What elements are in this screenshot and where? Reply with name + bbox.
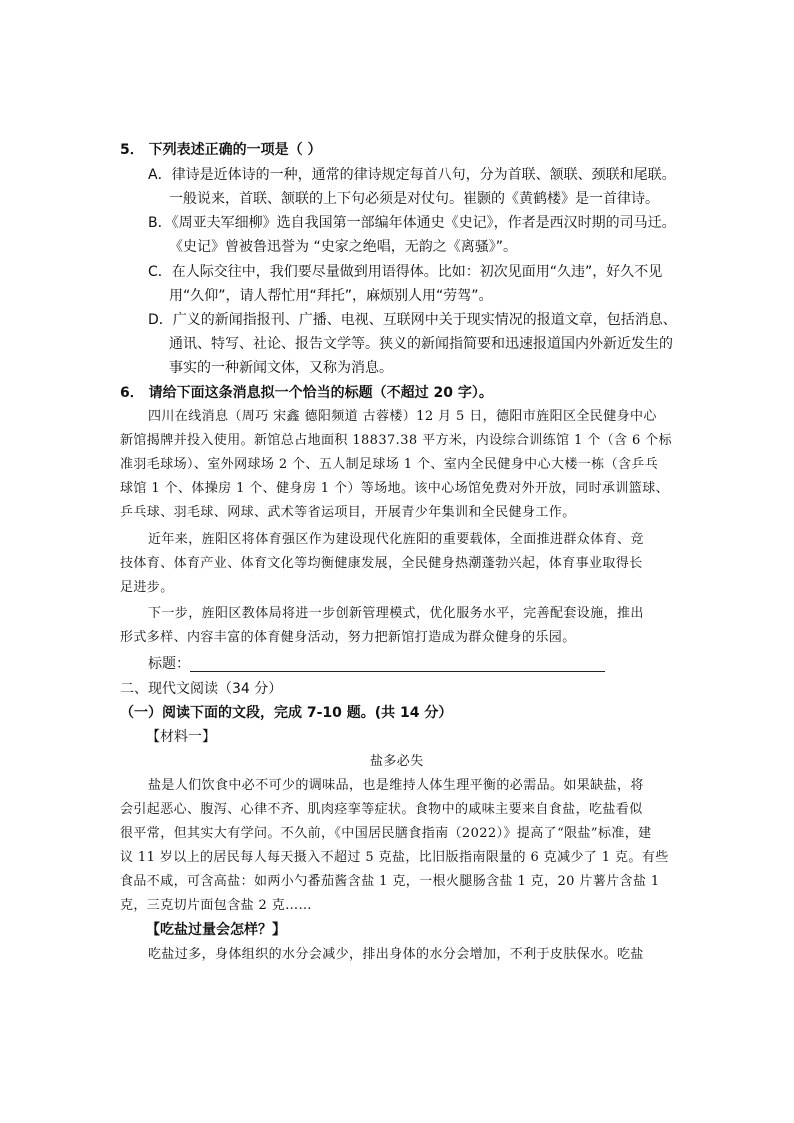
news-paragraph-3-line-2: 形式多样、内容丰富的体育健身活动，努力把新馆打造成为群众健身的乐园。 — [120, 630, 576, 645]
article-line-6: 克，三克切片面包含盐 2 克…… — [120, 898, 312, 913]
article-line-7: 吃盐过多，身体组织的水分会减少，排出身体的水分会增加，不利于皮肤保水。吃盐 — [148, 947, 644, 962]
option-a-line-2: 一般说来，首联、颔联的上下句必须是对仗句。崔颢的《黄鹤楼》是一首律诗。 — [169, 191, 659, 207]
news-paragraph-3-line-1: 下一步，旌阳区教体局将进一步创新管理模式，优化服务水平，完善配套设施，推出 — [148, 606, 644, 621]
article-line-3: 很平常，但其实大有学问。不久前，《中国居民膳食指南（2022）》提高了“限盐”标准，建 — [120, 826, 652, 841]
section-2-heading: 二、现代文阅读（34 分） — [120, 681, 283, 697]
article-subheading: 【吃盐过量会怎样？】 — [146, 922, 286, 938]
material-label: 【材料一】 — [146, 729, 216, 745]
news-paragraph-2-line-2: 技体育、体育产业、体育文化等均衡健康发展，全民健身热潮蓬勃兴起，体育事业取得长 — [120, 556, 643, 571]
news-paragraph-2-line-3: 足进步。 — [120, 580, 174, 595]
article-title: 盐多必失 — [370, 754, 424, 769]
article-line-1: 盐是人们饮食中必不可少的调味品，也是维持人体生理平衡的必需品。如果缺盐，将 — [148, 778, 644, 793]
title-label: 标题： — [148, 656, 190, 672]
article-line-5: 食品不咸，可含高盐：如两小勺番茄酱含盐 1 克，一根火腿肠含盐 1 克，20 片薯片含盐 1 — [120, 874, 660, 889]
question-5-stem: 5． 下列表述正确的一项是（ ） — [120, 142, 322, 158]
option-c-line-2: 用“久仰”，请人帮忙用“拜托”，麻烦别人用“劳驾”。 — [169, 288, 493, 304]
news-paragraph-1-line-3: 准羽毛球场）、室外网球场 2 个、五人制足球场 1 个、室内全民健身中心大楼一栋（含乒乓 — [120, 457, 659, 472]
news-paragraph-2-line-1: 近年来，旌阳区将体育强区作为建设现代化旌阳的重要载体，全面推进群众体育、竞 — [148, 532, 644, 547]
option-d-line-3: 事实的一种新闻文体，又称为消息。 — [169, 360, 393, 376]
news-paragraph-1-line-4: 球馆 1 个、体操房 1 个、健身房 1 个）等场地。该中心场馆免费对外开放，同时承训篮球、 — [120, 481, 670, 496]
section-2-subheading: （一）阅读下面的文段，完成 7-10 题。(共 14 分） — [120, 705, 453, 721]
option-d-line-2: 通讯、特写、社论、报告文学等。狭义的新闻指简要和迅速报道国内外新近发生的 — [169, 336, 673, 352]
option-b-line-2: 《史记》曾被鲁迅誉为 “史家之绝唱，无韵之《离骚》”。 — [169, 239, 517, 255]
option-d-line-1: D．广义的新闻指报刊、广播、电视、互联网中关于现实情况的报道文章，包括消息、 — [148, 312, 677, 328]
news-paragraph-1-line-5: 乒乓球、羽毛球、网球、武术等省运项目，开展青少年集训和全民健身工作。 — [120, 505, 576, 520]
option-a-line-1: A．律诗是近体诗的一种，通常的律诗规定每首八句，分为首联、颔联、颈联和尾联。 — [148, 167, 676, 183]
option-b-line-1: B．《周亚夫军细柳》选自我国第一部编年体通史《史记》，作者是西汉时期的司马迁。 — [148, 215, 676, 231]
question-6-stem: 6． 请给下面这条消息拟一个恰当的标题（不超过 20 字）。 — [120, 385, 493, 401]
news-paragraph-1-line-2: 新馆揭牌并投入使用。新馆总占地面积 18837.38 平方米，内设综合训练馆 1 个（含 6 个标 — [120, 433, 672, 448]
option-c-line-1: C．在人际交往中，我们要尽量做到用语得体。比如：初次见面用“久违”，好久不见 — [148, 264, 663, 280]
title-answer-line[interactable] — [190, 671, 605, 672]
news-paragraph-1-line-1: 四川在线消息（周巧 宋鑫 德阳频道 古蓉楼）12 月 5 日，德阳市旌阳区全民健身中心 — [148, 409, 657, 424]
article-line-4: 议 11 岁以上的居民每人每天摄入不超过 5 克盐，比旧版指南限量的 6 克减少了 1 克。有些 — [120, 850, 669, 865]
article-line-2: 会引起恶心、腹泻、心律不齐、肌肉痉挛等症状。食物中的咸味主要来自食盐，吃盐看似 — [120, 802, 643, 817]
